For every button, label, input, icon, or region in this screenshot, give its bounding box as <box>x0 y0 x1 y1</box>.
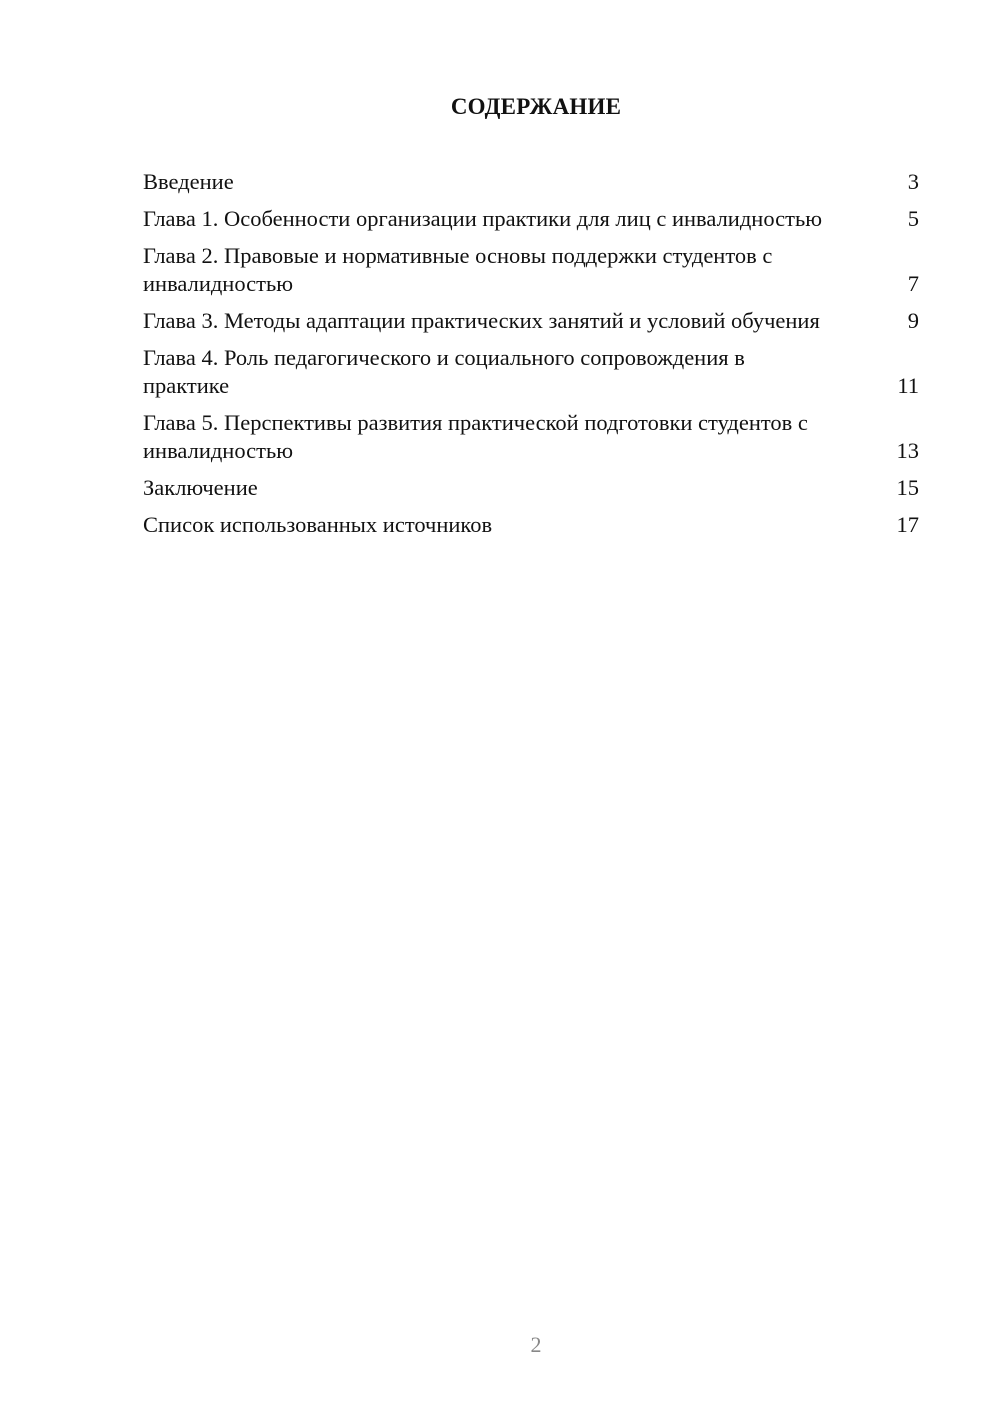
toc-entry-chapter-4 <box>143 344 919 400</box>
toc-entry-title: Заключение <box>143 475 258 500</box>
toc-heading: СОДЕРЖАНИЕ <box>450 94 622 119</box>
page-number: 2 <box>530 1332 542 1357</box>
toc-entry-title: Глава 5. Перспективы развития практической подготовки студентов с инвалидностью <box>143 410 808 463</box>
toc-entry-page: 9 <box>907 308 919 333</box>
toc-entry-title: Глава 4. Роль педагогического и социального сопровождения в практике <box>143 345 745 398</box>
toc-entry-conclusion <box>143 474 919 502</box>
toc-entry-title: Список использованных источников <box>143 512 493 537</box>
toc-entry-page: 13 <box>896 438 919 463</box>
toc-list <box>143 168 919 548</box>
toc-entry-references <box>143 511 919 539</box>
toc-entry-page: 15 <box>896 475 919 500</box>
toc-entry-page: 5 <box>907 206 919 231</box>
toc-entry-title: Глава 1. Особенности организации практики для лиц с инвалидностью <box>143 206 823 231</box>
toc-entry-page: 17 <box>896 512 919 537</box>
toc-entry-page: 3 <box>907 169 919 194</box>
toc-entry-introduction <box>143 168 919 196</box>
toc-entry-chapter-1 <box>143 205 919 233</box>
toc-entry-title: Введение <box>143 169 234 194</box>
toc-entry-title: Глава 3. Методы адаптации практических занятий и условий обучения <box>143 308 820 333</box>
toc-entry-page: 11 <box>897 373 919 398</box>
toc-entry-title: Глава 2. Правовые и нормативные основы поддержки студентов с инвалидностью <box>143 243 773 296</box>
toc-entry-chapter-5 <box>143 409 919 465</box>
toc-entry-chapter-3 <box>143 307 919 335</box>
toc-entry-chapter-2 <box>143 242 919 298</box>
toc-entry-page: 7 <box>907 271 919 296</box>
